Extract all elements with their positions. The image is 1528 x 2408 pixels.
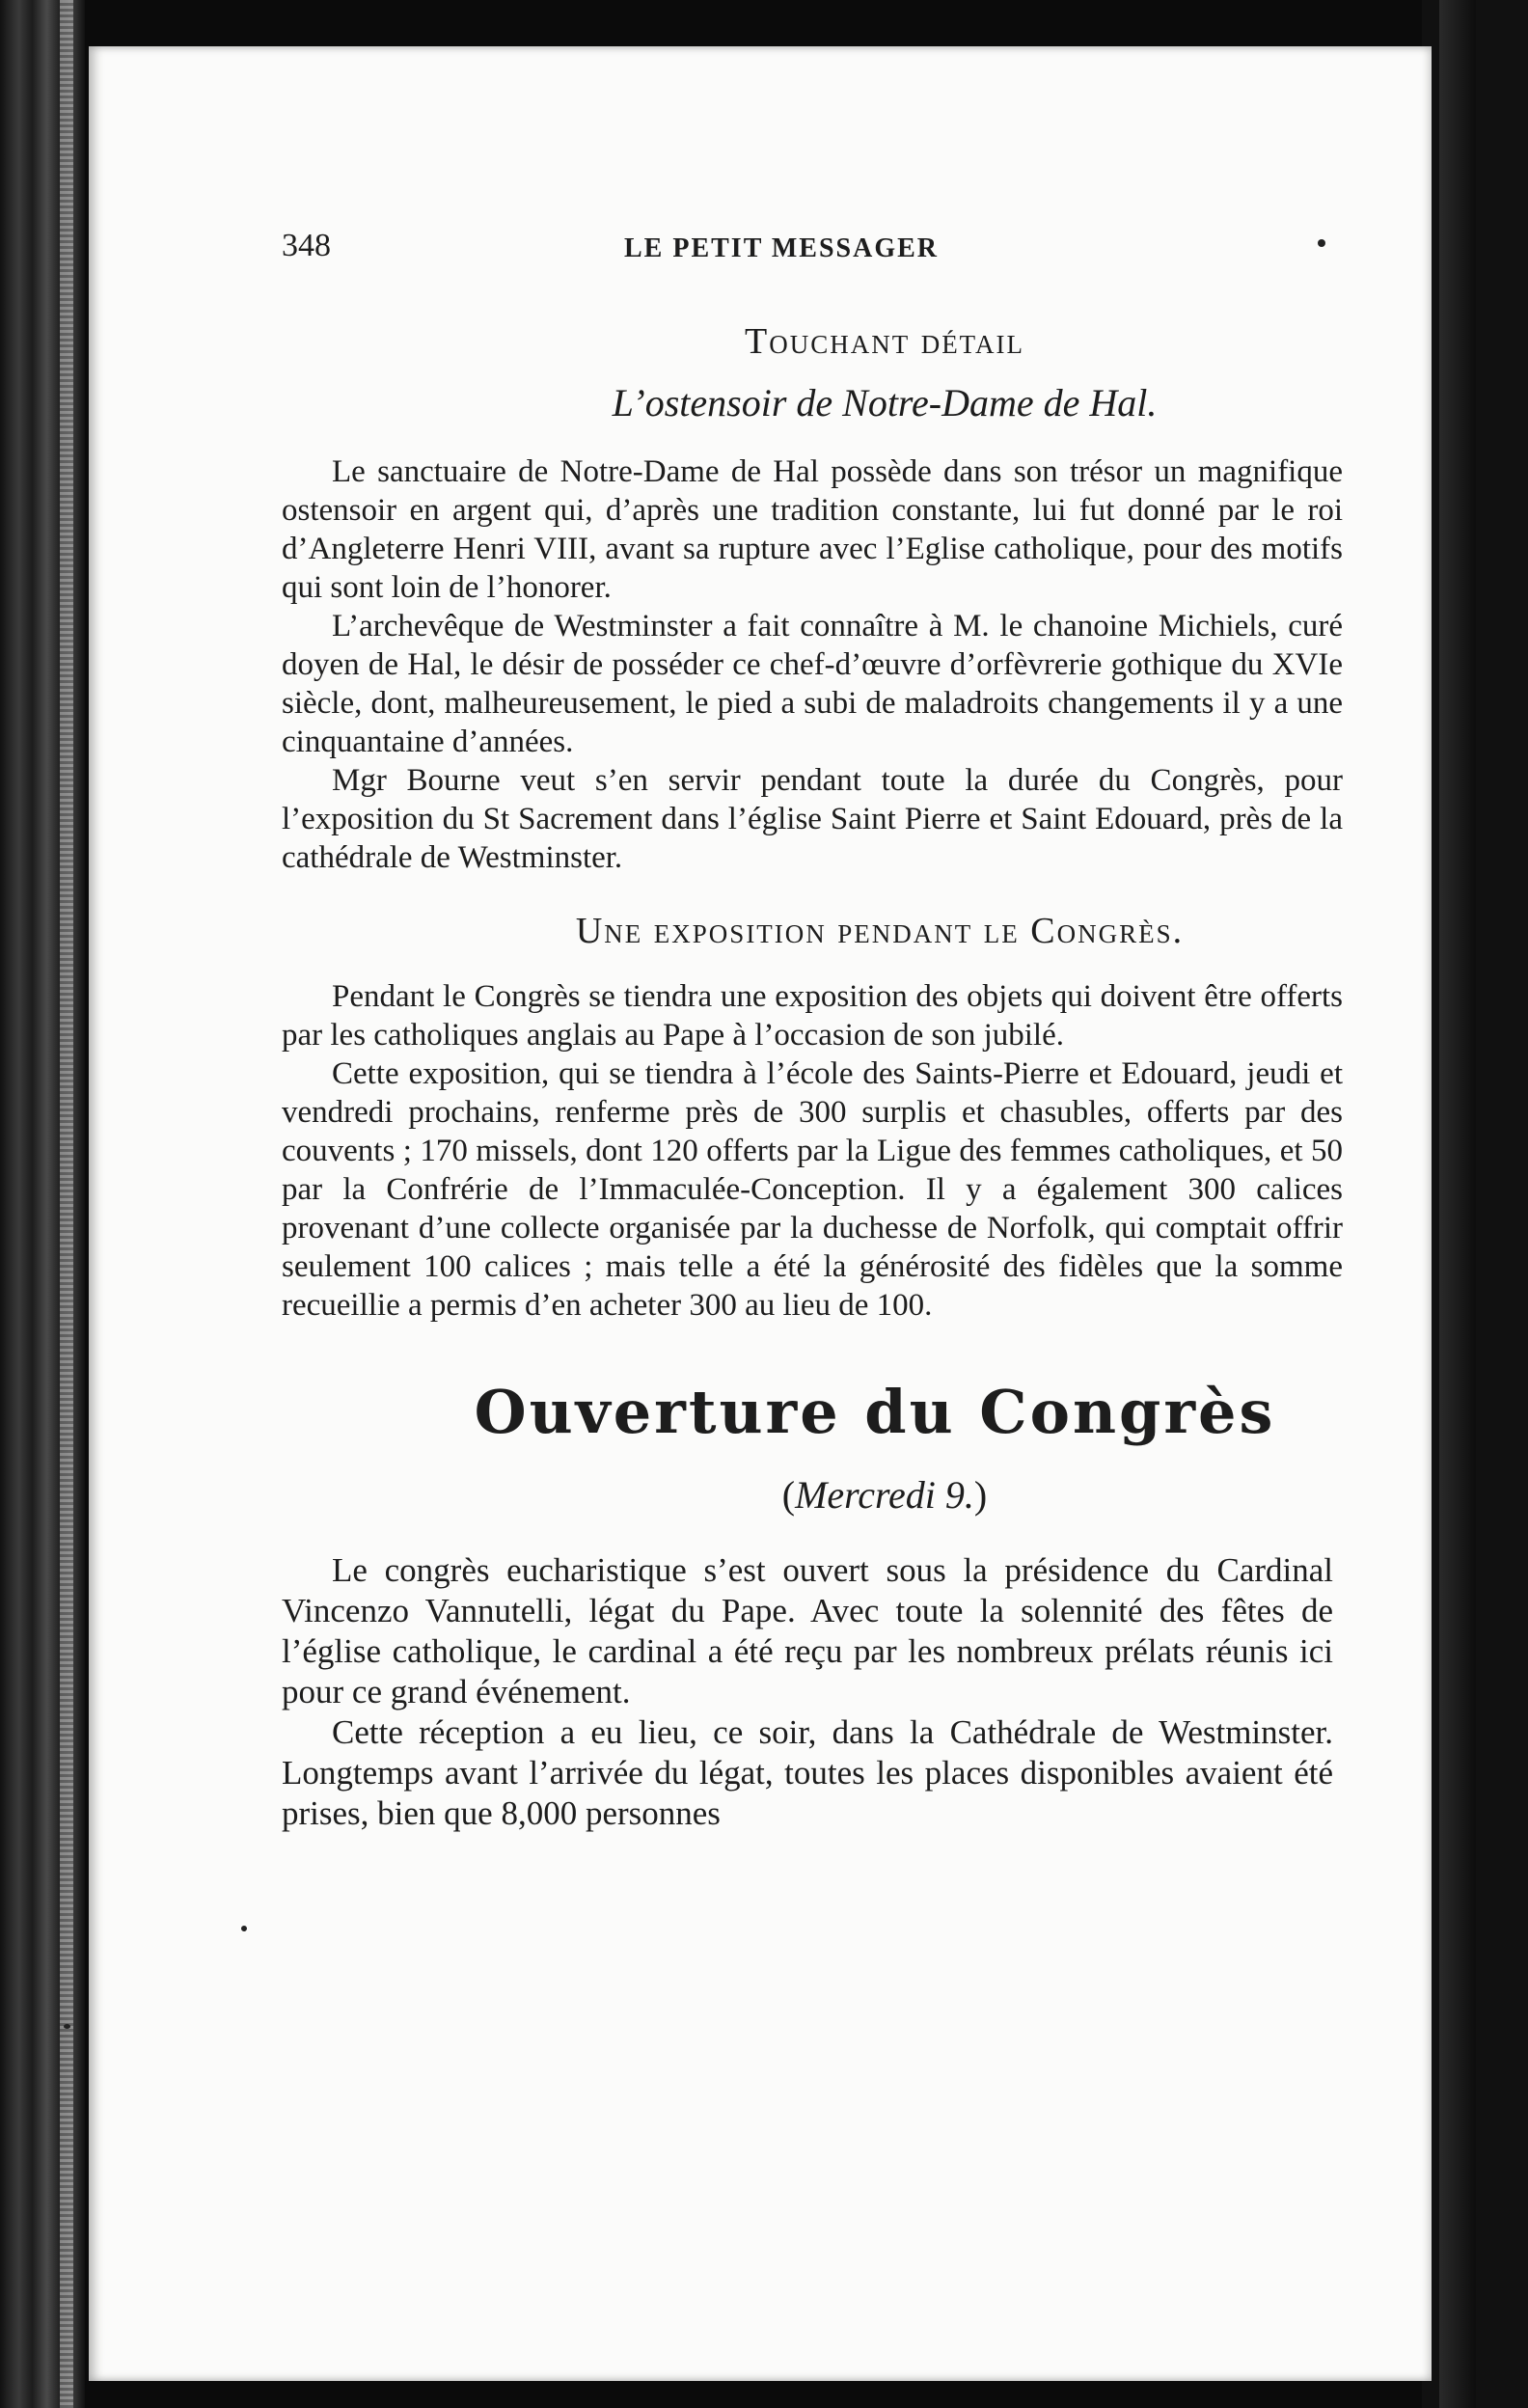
page-content bbox=[282, 220, 1439, 1834]
section-title-touchant-detail: Touchant détail bbox=[744, 321, 1024, 362]
paragraph: L’archevêque de Westminster a fait connaître à M. le chanoine Michiels, curé doyen de Hal, le désir de posséder ce chef-d’œuvre d’orfèvrerie gothique du XVIe siècle, dont, malheureusement, le pied a subi de maladroits changements il y a une cinquantaine d’années. bbox=[282, 609, 1343, 759]
section-subtitle-ostensoir: L’ostensoir de Notre-Dame de Hal. bbox=[612, 381, 1158, 424]
paragraph: Cette exposition, qui se tiendra à l’école des Saints-Pierre et Edouard, jeudi et vendredi prochains, renferme près de 300 surplis et chasubles, offerts par des couvents ; 170 missels, dont 120 offerts par la Ligue des femmes catholiques, et 50 par la Confrérie de l’Immaculée-Conception. Il y a également 300 calices provenant d’une collecte organisée par la duchesse de Norfolk, qui comptait offrir seulement 100 calices ; mais telle a été la générosité des fidèles que la somme recueillie a permis d’en acheter 300 au lieu de 100. bbox=[282, 1056, 1343, 1323]
section-title-exposition: Une exposition pendant le Congrès. bbox=[575, 911, 1185, 951]
article-body bbox=[282, 1550, 1439, 1834]
paragraph: Le sanctuaire de Notre-Dame de Hal possède dans son trésor un magnifique ostensoir en argent qui, d’après une tradition constante, lui fut donné par le roi d’Angleterre Henri VIII, avant sa rupture avec l’Eglise catholique, pour des motifs qui sont loin de l’honorer. bbox=[282, 454, 1343, 605]
print-speck bbox=[64, 2024, 70, 2029]
date-text: Mercredi 9. bbox=[795, 1473, 974, 1517]
article-title-ouverture: Ouverture du Congrès bbox=[474, 1377, 1276, 1447]
paragraph: Mgr Bourne veut s’en servir pendant toute la durée du Congrès, pour l’exposition du St Sacrement dans l’église Saint Pierre et Saint Edouard, près de la cathédrale de Westminster. bbox=[282, 763, 1343, 875]
page-number: 348 bbox=[282, 228, 331, 263]
book-binding bbox=[0, 0, 85, 2408]
paragraph: Le congrès eucharistique s’est ouvert sous la présidence du Cardinal Vincenzo Vannutelli, légat du Pape. Avec toute la solennité des fêtes de l’église catholique, le cardinal a été reçu par les nombreux prélats réunis ici pour ce grand événement. bbox=[282, 1551, 1333, 1710]
book-page bbox=[89, 46, 1432, 2381]
journal-title: LE PETIT MESSAGER bbox=[624, 233, 940, 263]
paragraph: Pendant le Congrès se tiendra une exposition des objets qui doivent être offerts par les catholiques anglais au Pape à l’occasion de son jubilé. bbox=[282, 979, 1343, 1053]
print-speck bbox=[241, 1926, 247, 1931]
date-line: (Mercredi 9.) bbox=[781, 1473, 988, 1517]
running-head bbox=[282, 220, 1439, 278]
paragraph: Cette réception a eu lieu, ce soir, dans la Cathédrale de Westminster. Longtemps avant l’arrivée du légat, toutes les places disponibles avaient été prises, bien que 8,000 personnes bbox=[282, 1713, 1333, 1832]
